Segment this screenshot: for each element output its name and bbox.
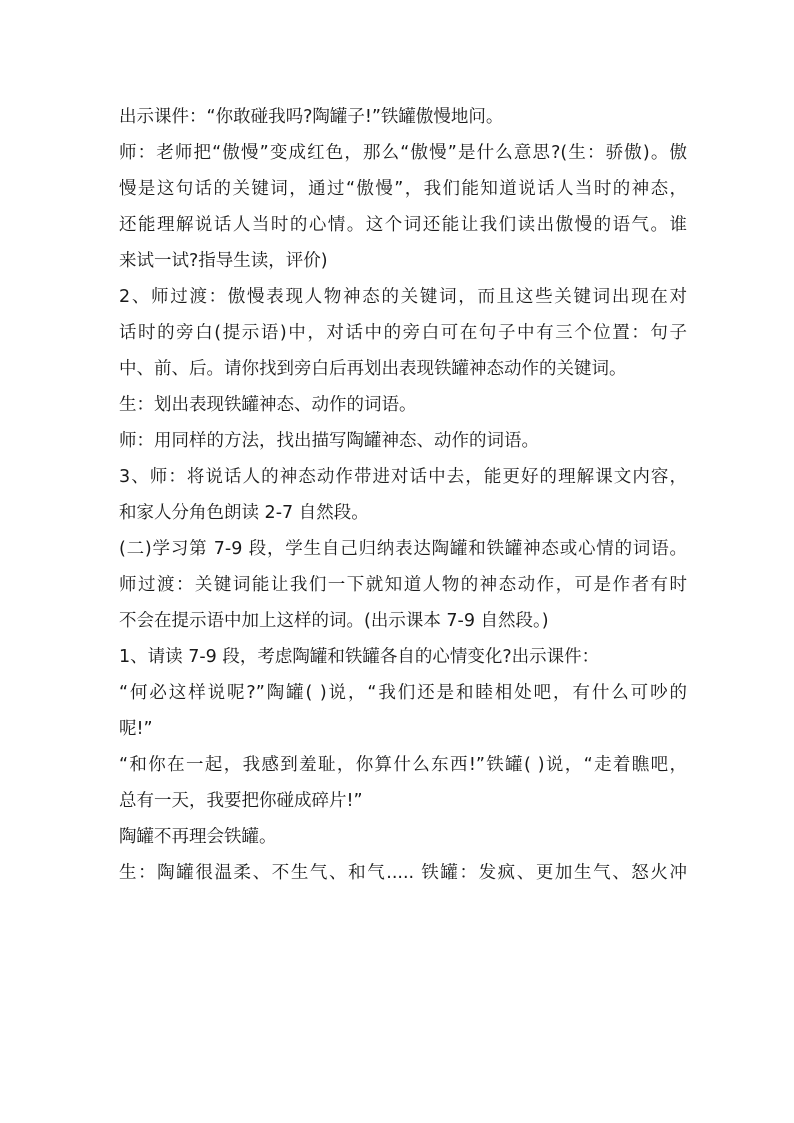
text-line: “何必这样说呢?”陶罐( )说，“我们还是和睦相处吧，有什么可吵的 (119, 683, 687, 703)
text-line: 慢是这句话的关键词，通过“傲慢”，我们能知道说话人当时的神态， (119, 179, 687, 199)
text-line: “和你在一起，我感到羞耻，你算什么东西!”铁罐( )说，“走着瞧吧， (119, 755, 687, 775)
text-line: 出示课件：“你敢碰我吗?陶罐子!”铁罐傲慢地问。 (119, 107, 504, 127)
text-line: 还能理解说话人当时的心情。这个词还能让我们读出傲慢的语气。谁 (119, 215, 687, 235)
text-line: 总有一天，我要把你碰成碎片!” (119, 791, 363, 811)
text-line: 中、前、后。请你找到旁白后再划出表现铁罐神态动作的关键词。 (119, 359, 627, 379)
text-line: 生：陶罐很温柔、不生气、和气..... 铁罐：发疯、更加生气、怒火冲 (119, 863, 687, 883)
document-body (119, 99, 687, 891)
text-line: 陶罐不再理会铁罐。 (119, 827, 277, 847)
text-line: 来试一试?指导生读，评价) (119, 251, 328, 271)
text-line: 师：老师把“傲慢”变成红色，那么“傲慢”是什么意思?(生：骄傲)。傲 (119, 143, 687, 163)
text-line: 1、请读 7-9 段，考虑陶罐和铁罐各自的心情变化?出示课件： (119, 647, 600, 667)
text-line: 不会在提示语中加上这样的词。(出示课本 7-9 自然段。) (119, 611, 549, 631)
text-line: 话时的旁白(提示语)中，对话中的旁白可在句子中有三个位置：句子 (119, 323, 687, 343)
text-line: 和家人分角色朗读 2-7 自然段。 (119, 503, 369, 523)
text-line: 3、师：将说话人的神态动作带进对话中去，能更好的理解课文内容， (119, 467, 687, 487)
text-line: 2、师过渡：傲慢表现人物神态的关键词，而且这些关键词出现在对 (119, 287, 687, 307)
text-line: 生：划出表现铁罐神态、动作的词语。 (119, 395, 417, 415)
text-line: 呢!” (119, 719, 153, 739)
text-line: 师过渡：关键词能让我们一下就知道人物的神态动作，可是作者有时 (119, 575, 687, 595)
text-line: 师：用同样的方法，找出描写陶罐神态、动作的词语。 (119, 431, 539, 451)
text-line: (二)学习第 7-9 段，学生自己归纳表达陶罐和铁罐神态或心情的词语。 (119, 539, 687, 559)
